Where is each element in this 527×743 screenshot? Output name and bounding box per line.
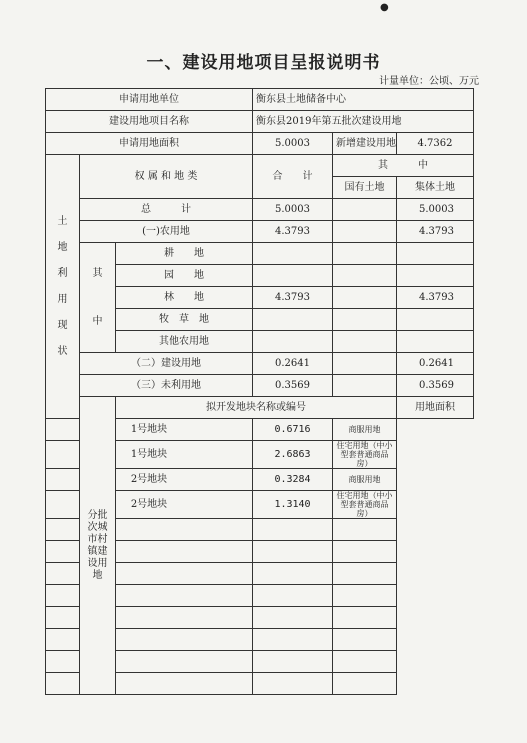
page-title: 一、建设用地项目呈报说明书 (146, 53, 381, 73)
table-row: 2号地块 1.3140 住宅用地（中小型套普通商品房） (46, 491, 474, 519)
qizhong-label: 其 中 (80, 243, 116, 353)
table-row: (一)农用地 4.3793 4.3793 (46, 221, 474, 243)
table-row: 2号地块 0.3284 商服用地 (46, 469, 474, 491)
applicant-row (46, 89, 474, 111)
scan-speck: ● (380, 2, 389, 13)
project-value: 衡东县2019年第五批次建设用地 (253, 111, 474, 133)
table-row: （二）建设用地 0.2641 0.2641 (46, 353, 474, 375)
table-row (46, 629, 474, 651)
header-among: 其 中 (333, 155, 474, 177)
table-row (46, 585, 474, 607)
table-row (46, 607, 474, 629)
project-label: 建设用地项目名称 (46, 111, 253, 133)
header-state-land: 国有土地 (333, 177, 397, 199)
table-row: 园 地 (46, 265, 474, 287)
table-row: 1号地块 0.6716 商服用地 (46, 419, 474, 441)
land-use-header-1 (46, 155, 474, 177)
area-label: 申请用地面积 (46, 133, 253, 155)
table-row (46, 519, 474, 541)
header-total: 合 计 (253, 155, 333, 199)
table-row: 总 计 5.0003 5.0003 (46, 199, 474, 221)
unit-note: 计量单位：公顷、万元 (379, 76, 479, 87)
report-table (45, 88, 474, 695)
table-row (46, 651, 474, 673)
new-construction-value: 4.7362 (397, 133, 474, 155)
header-collective-land: 集体土地 (397, 177, 474, 199)
applicant-value: 衡东县土地储备中心 (253, 89, 474, 111)
area-row (46, 133, 474, 155)
area-value: 5.0003 (253, 133, 333, 155)
header-plot-area: 用地面积 (397, 397, 474, 419)
table-row: （三）未利用地 0.3569 0.3569 (46, 375, 474, 397)
header-category: 权 属 和 地 类 (80, 155, 253, 199)
project-row (46, 111, 474, 133)
table-row: 牧 草 地 (46, 309, 474, 331)
table-row (46, 541, 474, 563)
table-row: 1号地块 2.6863 住宅用地（中小型套普通商品房） (46, 441, 474, 469)
plots-header-row (46, 397, 474, 419)
applicant-label: 申请用地单位 (46, 89, 253, 111)
table-row: 其 中 耕 地 (46, 243, 474, 265)
table-row (46, 673, 474, 695)
table-row (46, 563, 474, 585)
new-construction-label: 新增建设用地 (333, 133, 397, 155)
table-row: 其他农用地 (46, 331, 474, 353)
land-use-side-label: 土 地 利 用 现 状 (46, 155, 80, 419)
header-plot-name: 拟开发地块名称或编号 (116, 397, 397, 419)
plots-side-label: 分批 次城 市村 镇建 设用 地 (80, 397, 116, 695)
table-row: 林 地 4.3793 4.3793 (46, 287, 474, 309)
